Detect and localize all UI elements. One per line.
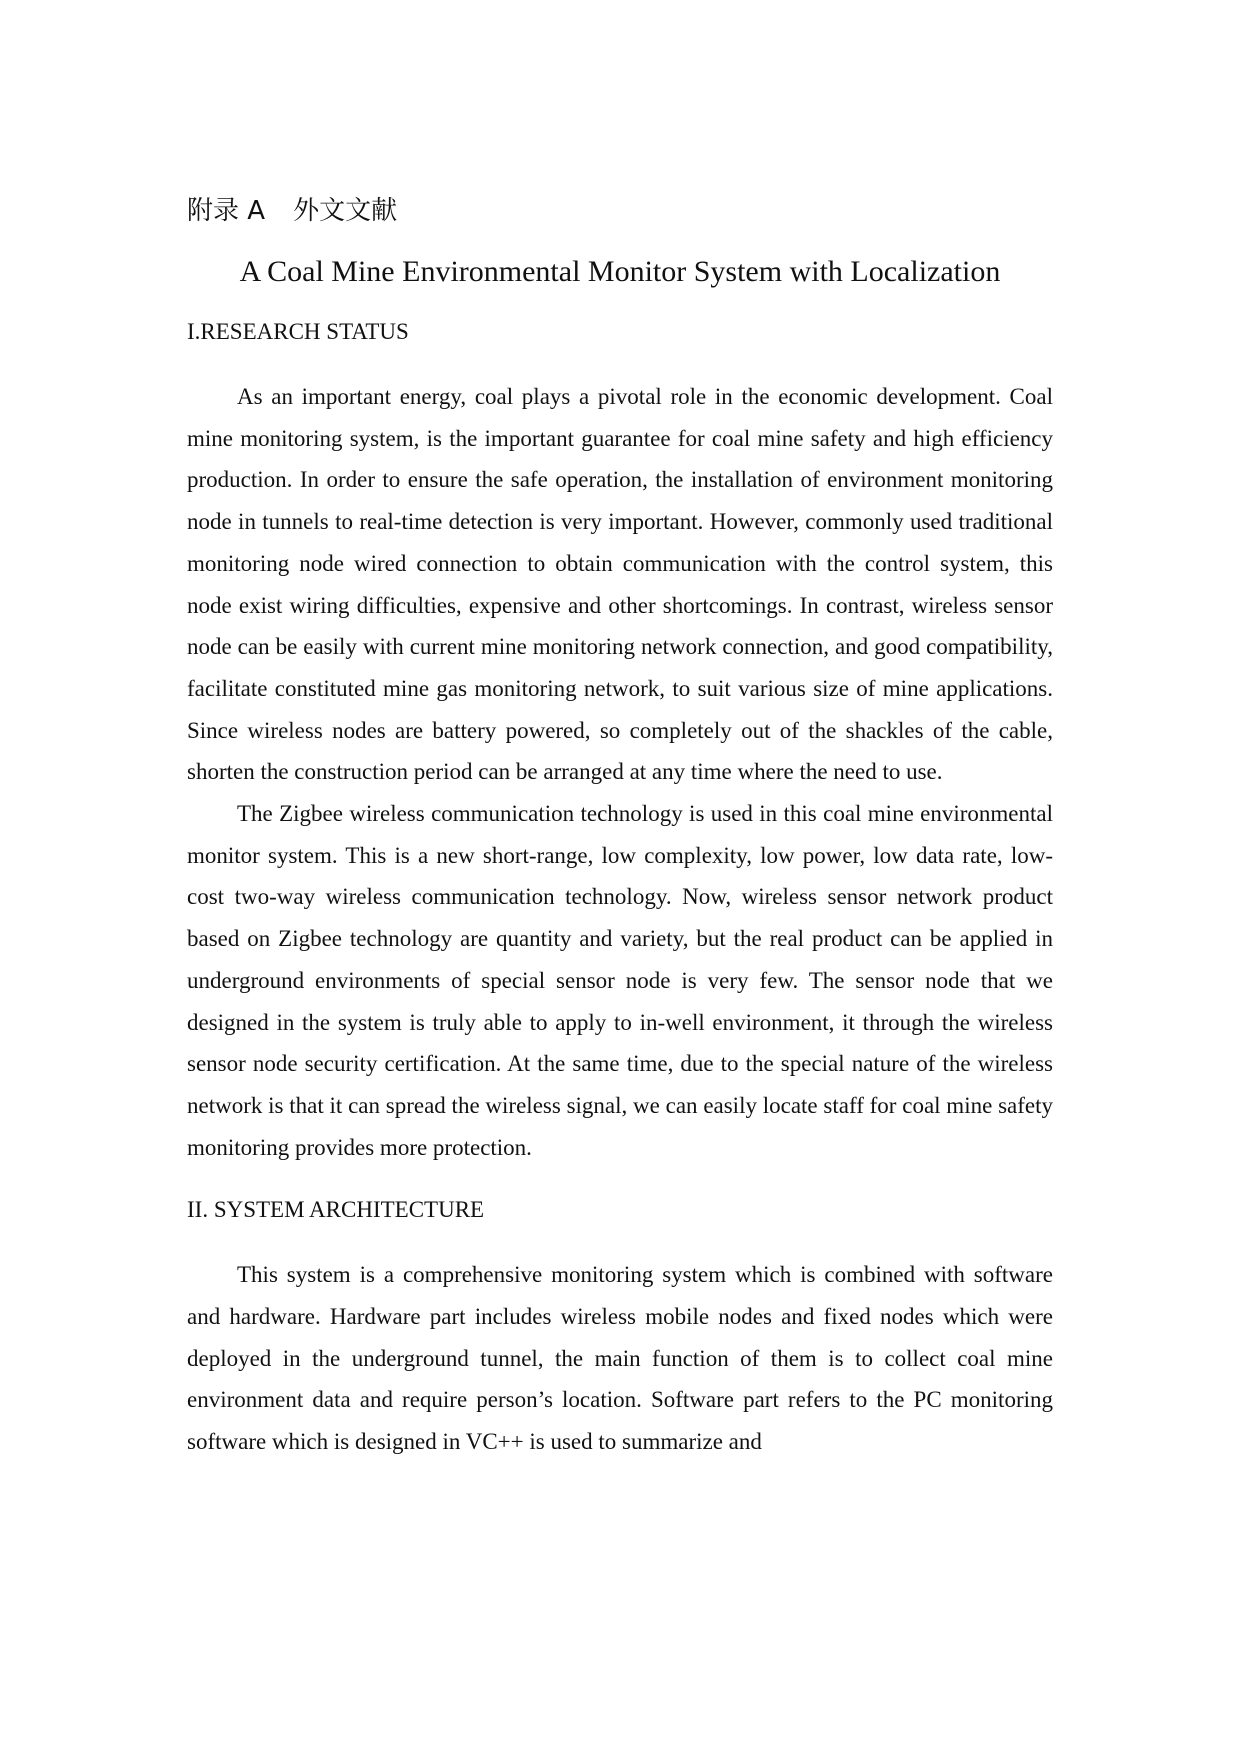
appendix-title: 外文文献 [293, 196, 398, 226]
paragraph: The Zigbee wireless communication technology is used in this coal mine environmental monitor system. This is a new short-range, low complexity, low power, low data rate, low-cost two-way wireless communication technology. Now, wireless sensor network product based on Zigbee technology are quantity and variety, but the real product can be applied in underground environments of special sensor node is very few. The sensor node that we designed in the system is truly able to apply to in-well environment, it through the wireless sensor node security certification. At the same time, due to the special nature of the wireless network is that it can spread the wireless signal, we can easily locate staff for coal mine safety monitoring provides more protection. [187, 801, 1053, 1160]
paper-title: A Coal Mine Environmental Monitor System with Localization [239, 255, 1001, 288]
appendix-label: 附录 A [187, 196, 266, 226]
section-heading: I.RESEARCH STATUS [187, 319, 409, 344]
page-content [187, 192, 1053, 1463]
section-heading: II. SYSTEM ARCHITECTURE [187, 1197, 485, 1223]
section-research-status [187, 316, 1053, 1168]
paragraph: This system is a comprehensive monitoring system which is combined with software and hardware. Hardware part includes wireless mobile nodes and fixed nodes which were deployed in the underground tunnel, the main function of them is to collect coal mine environment data and require person’s location. Software part refers to the PC monitoring software which is designed in VC++ is used to summarize and [187, 1262, 1053, 1455]
appendix-heading [187, 192, 1053, 230]
paragraph: As an important energy, coal plays a pivotal role in the economic development. Coal mine monitoring system, is the important guarantee for coal mine safety and high efficiency production. In order to ensure the safe operation, the installation of environment monitoring node in tunnels to real-time detection is very important. However, commonly used traditional monitoring node wired connection to obtain communication with the control system, this node exist wiring difficulties, expensive and other shortcomings. In contrast, wireless sensor node can be easily with current mine monitoring network connection, and good compatibility, facilitate constituted mine gas monitoring network, to suit various size of mine applications. Since wireless nodes are battery powered, so completely out of the shackles of the cable, shorten the construction period can be arranged at any time where the need to use. [187, 384, 1053, 785]
section-system-architecture [187, 1194, 1053, 1463]
